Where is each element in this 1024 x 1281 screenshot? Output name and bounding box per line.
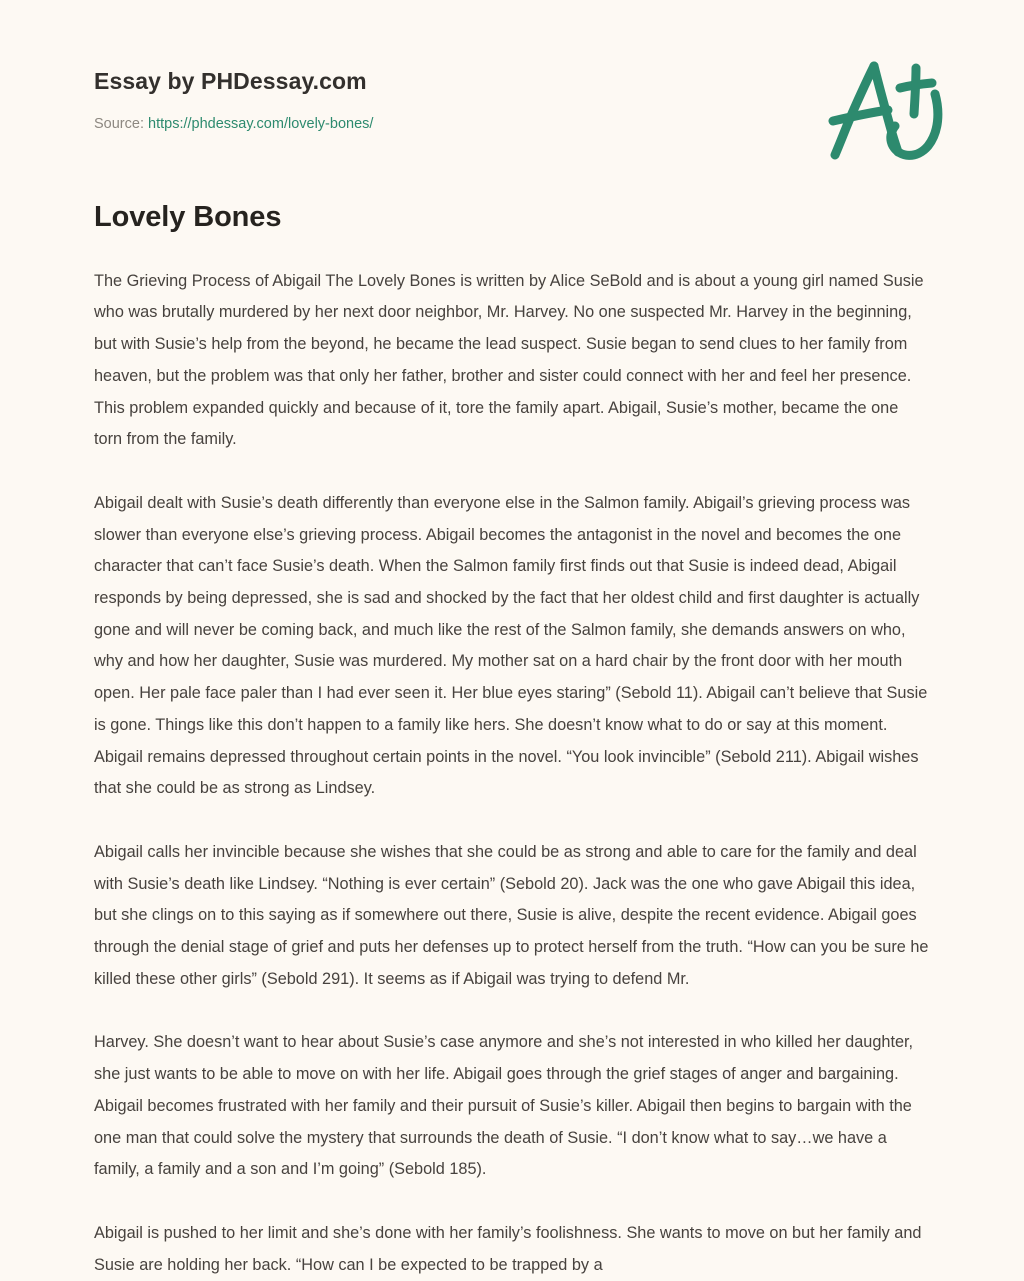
essay-paragraph: Abigail calls her invincible because she wishes that she could be as strong and able to care for the family and deal with Susie’s death like Lindsey. “Nothing is ever certain” (Sebold 20). Jack was the one who gave Abigail this idea, but she clings on to this saying as if somewhere out there, Susie is alive, despite the recent evidence. Abigail goes through the denial stage of grief and puts her defenses up to protect herself from the truth. “How can you be sure he killed these other girls” (Sebold 291). It seems as if Abigail was trying to defend Mr. xyxy=(94,842,929,988)
essay-paragraph: Abigail is pushed to her limit and she’s done with her family’s foolishness. She wants to move on but her family and Susie are holding her back. “How can I be expected to be trapped by a xyxy=(94,1223,922,1274)
essay-paragraph: Harvey. She doesn’t want to hear about Susie’s case anymore and she’s not interested in who killed her daughter, she just wants to be able to move on with her life. Abigail goes through the grief stages of anger and bargaining. Abigail becomes frustrated with her family and their pursuit of Susie’s killer. Abigail then begins to bargain with the one man that could solve the mystery that surrounds the death of Susie. “I don’t know what to say…we have a family, a family and a son and I’m going” (Sebold 185). xyxy=(94,1033,914,1179)
page-header xyxy=(94,0,930,134)
aplus-logo-icon xyxy=(816,56,946,168)
source-url-link[interactable]: https://phdessay.com/lovely-bones/ xyxy=(148,115,374,132)
brand-title: Essay by PHDessay.com xyxy=(94,68,367,94)
essay-body xyxy=(94,266,930,1281)
essay-paragraph: The Grieving Process of Abigail The Lovely Bones is written by Alice SeBold and is about a young girl named Susie who was brutally murdered by her next door neighbor, Mr. Harvey. No one suspected Mr. Harvey in the beginning, but with Susie’s help from the beyond, he became the lead suspect. Susie began to send clues to her family from heaven, but the problem was that only her father, brother and sister could connect with her and feel her presence. This problem expanded quickly and because of it, tore the family apart. Abigail, Susie’s mother, became the one torn from the family. xyxy=(94,271,924,449)
source-line xyxy=(94,114,930,134)
source-label: Source: xyxy=(94,115,144,132)
essay-paragraph: Abigail dealt with Susie’s death differently than everyone else in the Salmon family. Abigail’s grieving process was slower than everyone else’s grieving process. Abigail becomes the antagonist in the novel and becomes the one character that can’t face Susie’s death. When the Salmon family first finds out that Susie is indeed dead, Abigail responds by being depressed, she is sad and shocked by the fact that her oldest child and first daughter is actually gone and will never be coming back, and much like the rest of the Salmon family, she demands answers on who, why and how her daughter, Susie was murdered. My mother sat on a hard chair by the front door with her mouth open. Her pale face paler than I had ever seen it. Her blue eyes staring” (Sebold 11). Abigail can’t believe that Susie is gone. Things like this don’t happen to a family like hers. She doesn’t know what to do or say at this moment. Abigail remains depressed throughout certain points in the novel. “You look invincible” (Sebold 211). Abigail wishes that she could be as strong as Lindsey. xyxy=(94,493,928,798)
page-title: Lovely Bones xyxy=(94,200,282,233)
